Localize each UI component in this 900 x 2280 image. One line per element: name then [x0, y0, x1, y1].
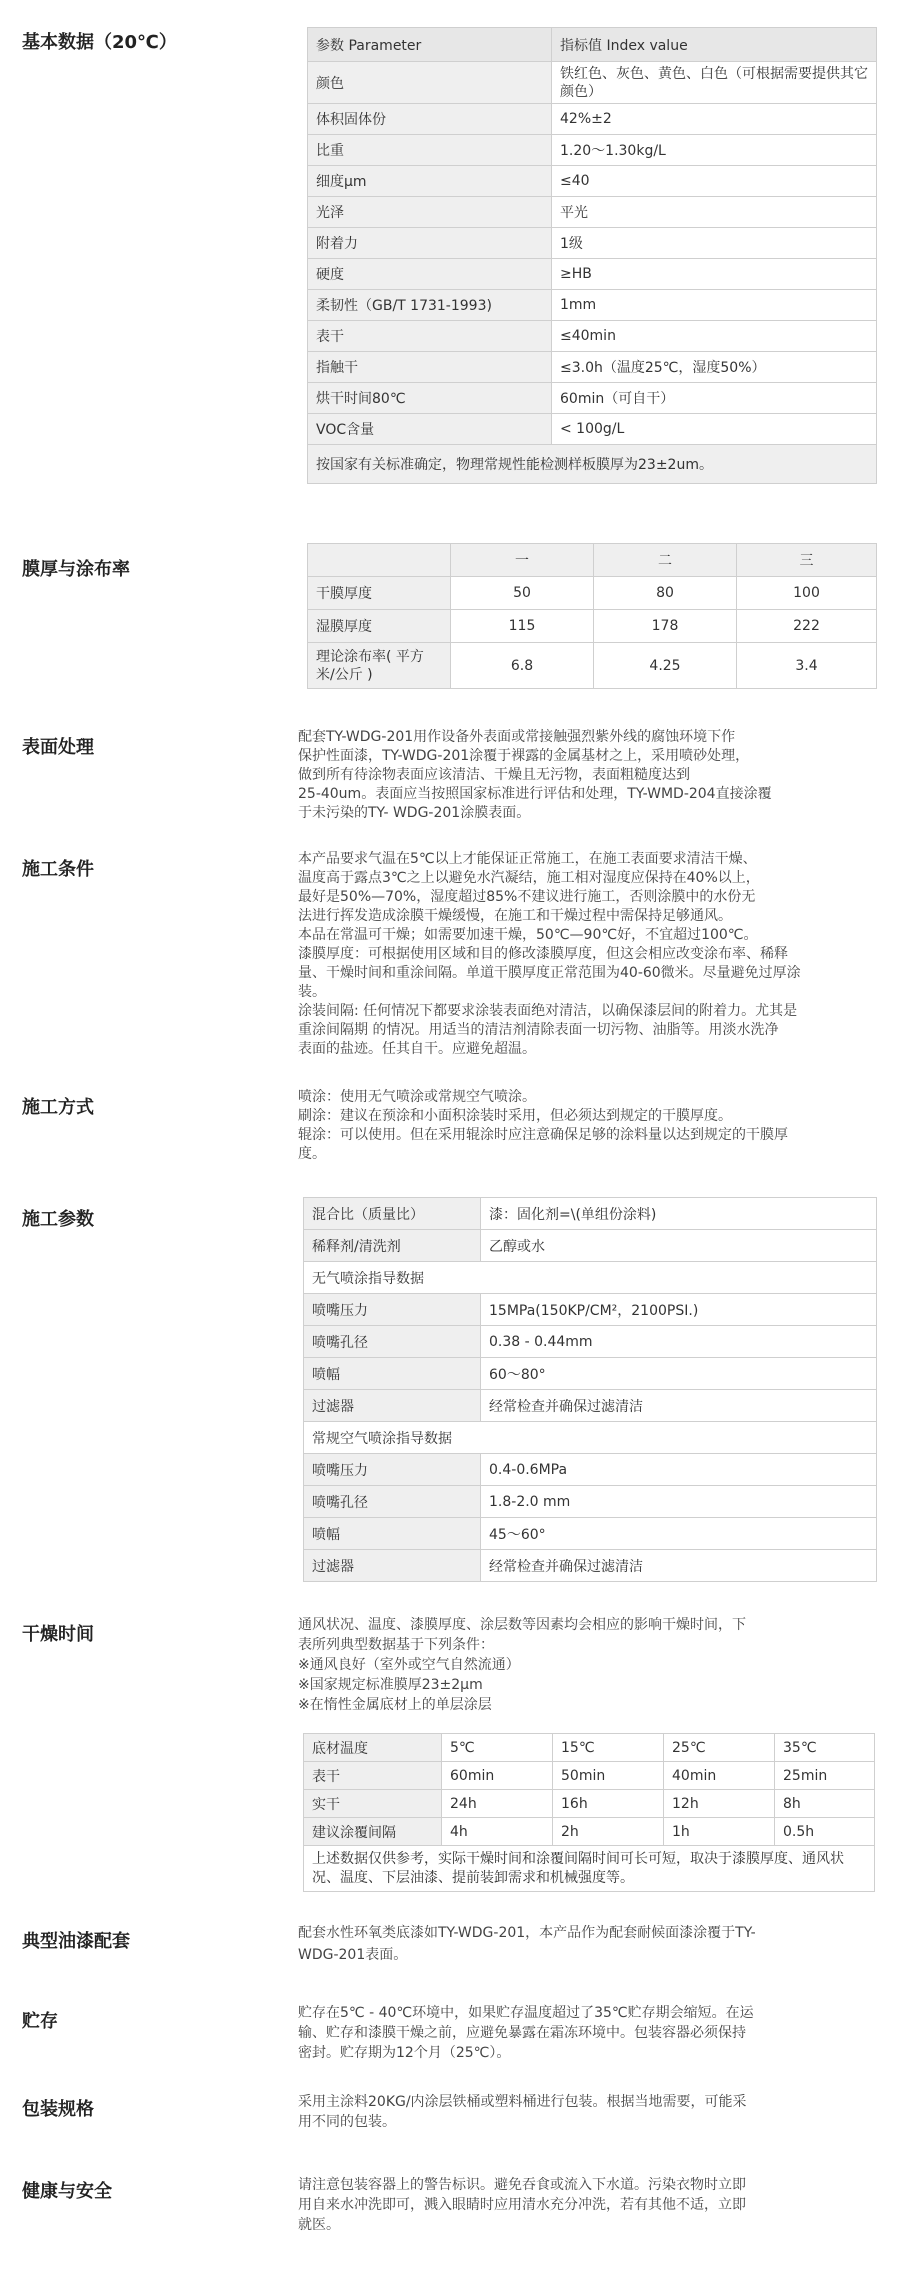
table-header-cell: 二	[594, 544, 737, 577]
text-line: 做到所有待涂物表面应该清洁、干燥且无污物，表面粗糙度达到	[298, 767, 690, 783]
drying-time-intro	[298, 1615, 878, 1715]
table-header-cell: 35℃	[775, 1734, 875, 1762]
packaging-text	[298, 2092, 878, 2132]
table-value-cell: 100	[737, 577, 877, 610]
table-value-cell: 25min	[775, 1762, 875, 1790]
section-heading-drying-time: 干燥时间	[22, 1624, 94, 1645]
surface-treatment-text	[298, 728, 878, 823]
text-line: 保护性面漆，TY-WDG-201涂覆于裸露的金属基材之上，采用喷砂处理，	[298, 748, 750, 764]
section-heading-film-thickness: 膜厚与涂布率	[22, 559, 130, 580]
text-line: 于未污染的TY- WDG-201涂膜表面。	[298, 805, 531, 821]
section-heading-surface-treatment: 表面处理	[22, 737, 94, 758]
text-line: 25-40um。表面应当按照国家标准进行评估和处理，TY-WMD-204直接涂覆	[298, 786, 772, 802]
table-value-cell: 经常检查并确保过滤清洁	[481, 1390, 877, 1422]
table-value-cell: 178	[594, 610, 737, 643]
text-line: 就医。	[298, 2217, 340, 2233]
table-label-cell: 颜色	[308, 62, 552, 104]
text-line: 用不同的包装。	[298, 2114, 396, 2130]
table-value-cell: 0.5h	[775, 1818, 875, 1846]
table-value-cell: 铁红色、灰色、黄色、白色（可根据需要提供其它颜色）	[552, 62, 877, 104]
table-value-cell: 0.4-0.6MPa	[481, 1454, 877, 1486]
table-header-cell: 参数 Parameter	[308, 28, 552, 62]
table-value-cell: ≤40	[552, 166, 877, 197]
section-heading-storage: 贮存	[22, 2011, 58, 2032]
table-value-cell: ≤40min	[552, 321, 877, 352]
table-label-cell: 喷嘴压力	[304, 1454, 481, 1486]
table-value-cell: 115	[451, 610, 594, 643]
text-line: 最好是50%—70%，湿度超过85%不建议进行施工，否则涂膜中的水份无	[298, 889, 756, 905]
text-line: 表面的盐迹。任其自干。应避免超温。	[298, 1041, 536, 1057]
table-value-cell: 16h	[553, 1790, 664, 1818]
text-line: 贮存在5℃ - 40℃环境中，如果贮存温度超过了35℃贮存期会缩短。在运	[298, 2005, 754, 2021]
section-heading-application-parameters: 施工参数	[22, 1209, 94, 1230]
table-value-cell: 经常检查并确保过滤清洁	[481, 1550, 877, 1582]
section-heading-basic-data: 基本数据（20℃）	[22, 32, 177, 53]
text-line: 涂装间隔: 任何情况下都要求涂装表面绝对清洁，以确保漆层间的附着力。尤其是	[298, 1003, 798, 1019]
table-label-cell: 柔韧性（GB/T 1731-1993)	[308, 290, 552, 321]
text-line: 本品在常温可干燥；如需要加速干燥，50℃—90℃好，不宜超过100℃。	[298, 927, 758, 943]
text-line: 用自来水冲洗即可，溅入眼睛时应用清水充分冲洗，若有其他不适，立即	[298, 2197, 746, 2213]
table-value-cell: 1.20～1.30kg/L	[552, 135, 877, 166]
text-line: 请注意包装容器上的警告标识。避免吞食或流入下水道。污染衣物时立即	[298, 2177, 746, 2193]
text-line: 温度高于露点3℃之上以避免水汽凝结，施工相对湿度应保持在40%以上，	[298, 870, 760, 886]
table-header-cell: 一	[451, 544, 594, 577]
table-value-cell: 1.8-2.0 mm	[481, 1486, 877, 1518]
text-line: 表所列典型数据基于下列条件：	[298, 1637, 494, 1653]
application-parameters-table	[303, 1197, 877, 1582]
text-line: 法进行挥发造成涂膜干燥缓慢，在施工和干燥过程中需保持足够通风。	[298, 908, 732, 924]
text-line: 重涂间隔期 的情况。用适当的清洁剂清除表面一切污物、油脂等。用淡水洗净	[298, 1022, 779, 1038]
table-header-cell: 指标值 Index value	[552, 28, 877, 62]
table-value-cell: 乙醇或水	[481, 1230, 877, 1262]
table-label-cell: VOC含量	[308, 414, 552, 445]
table-label-cell: 稀释剂/清洗剂	[304, 1230, 481, 1262]
table-label-cell: 硬度	[308, 259, 552, 290]
text-line: 配套TY-WDG-201用作设备外表面或常接触强烈紫外线的腐蚀环境下作	[298, 729, 736, 745]
table-label-cell: 喷幅	[304, 1518, 481, 1550]
text-line: 度。	[298, 1146, 326, 1162]
table-header-cell: 15℃	[553, 1734, 664, 1762]
table-value-cell: 6.8	[451, 643, 594, 689]
table-value-cell: 42%±2	[552, 104, 877, 135]
table-label-cell: 细度μm	[308, 166, 552, 197]
table-value-cell: 1级	[552, 228, 877, 259]
table-label-cell: 过滤器	[304, 1550, 481, 1582]
paint-system-text	[298, 1922, 878, 1966]
table-label-cell: 实干	[304, 1790, 442, 1818]
table-value-cell: 50	[451, 577, 594, 610]
table-group-title: 常规空气喷涂指导数据	[304, 1422, 877, 1454]
text-line: 辊涂：可以使用。但在采用辊涂时应注意确保足够的涂料量以达到规定的干膜厚	[298, 1127, 788, 1143]
table-value-cell: 漆：固化剂=\(单组份涂料)	[481, 1198, 877, 1230]
table-value-cell: 80	[594, 577, 737, 610]
table-label-cell: 喷嘴孔径	[304, 1486, 481, 1518]
text-line: ※国家规定标准膜厚23±2μm	[298, 1677, 483, 1693]
text-line: 本产品要求气温在5℃以上才能保证正常施工，在施工表面要求清洁干燥、	[298, 851, 757, 867]
text-line: 装。	[298, 984, 326, 1000]
table-label-cell: 混合比（质量比）	[304, 1198, 481, 1230]
table-label-cell: 理论涂布率( 平方米/公斤 )	[308, 643, 451, 689]
table-value-cell: 3.4	[737, 643, 877, 689]
text-line: 通风状况、温度、漆膜厚度、涂层数等因素均会相应的影响干燥时间，下	[298, 1617, 746, 1633]
table-value-cell: 15MPa(150KP/CM²，2100PSI.)	[481, 1294, 877, 1326]
table-label-cell: 湿膜厚度	[308, 610, 451, 643]
table-label-cell: 比重	[308, 135, 552, 166]
table-value-cell: 60min（可自干）	[552, 383, 877, 414]
table-value-cell: 1h	[664, 1818, 775, 1846]
table-label-cell: 体积固体份	[308, 104, 552, 135]
table-group-title: 无气喷涂指导数据	[304, 1262, 877, 1294]
table-label-cell: 喷嘴压力	[304, 1294, 481, 1326]
table-value-cell: 4.25	[594, 643, 737, 689]
text-line: 密封。贮存期为12个月（25℃）。	[298, 2045, 511, 2061]
film-thickness-table	[307, 543, 877, 689]
text-line: 刷涂：建议在预涂和小面积涂装时采用，但必须达到规定的干膜厚度。	[298, 1108, 732, 1124]
table-header-cell: 25℃	[664, 1734, 775, 1762]
table-value-cell: 40min	[664, 1762, 775, 1790]
table-header-cell	[308, 544, 451, 577]
table-value-cell: 60～80°	[481, 1358, 877, 1390]
table-value-cell: < 100g/L	[552, 414, 877, 445]
table-label-cell: 指触干	[308, 352, 552, 383]
text-line: 漆膜厚度：可根据使用区域和目的修改漆膜厚度，但这会相应改变涂布率、稀释	[298, 946, 788, 962]
text-line: ※通风良好（室外或空气自然流通）	[298, 1657, 520, 1673]
drying-time-table	[303, 1733, 875, 1892]
application-method-text	[298, 1088, 878, 1164]
table-value-cell: ≤3.0h（温度25℃，湿度50%）	[552, 352, 877, 383]
health-safety-text	[298, 2175, 878, 2235]
text-line: 配套水性环氧类底漆如TY-WDG-201，本产品作为配套耐候面漆涂覆于TY-	[298, 1925, 756, 1941]
text-line: 喷涂：使用无气喷涂或常规空气喷涂。	[298, 1089, 536, 1105]
text-line: 采用主涂料20KG/内涂层铁桶或塑料桶进行包装。根据当地需要，可能采	[298, 2094, 747, 2110]
text-line: 输、贮存和漆膜干燥之前，应避免暴露在霜冻环境中。包装容器必须保持	[298, 2025, 746, 2041]
table-value-cell: 1mm	[552, 290, 877, 321]
section-heading-application-conditions: 施工条件	[22, 859, 94, 880]
drying-time-note: 上述数据仅供参考，实际干燥时间和涂覆间隔时间可长可短，取决于漆膜厚度、通风状况、温度、下层油漆、提前装卸需求和机械强度等。	[304, 1846, 875, 1892]
table-value-cell: 12h	[664, 1790, 775, 1818]
table-header-cell: 底材温度	[304, 1734, 442, 1762]
table-value-cell: 2h	[553, 1818, 664, 1846]
basic-data-table	[307, 27, 877, 484]
table-value-cell: ≥HB	[552, 259, 877, 290]
table-value-cell: 24h	[442, 1790, 553, 1818]
storage-text	[298, 2003, 878, 2063]
section-heading-paint-system: 典型油漆配套	[22, 1931, 130, 1952]
table-label-cell: 喷幅	[304, 1358, 481, 1390]
text-line: WDG-201表面。	[298, 1947, 408, 1963]
table-value-cell: 60min	[442, 1762, 553, 1790]
table-label-cell: 表干	[304, 1762, 442, 1790]
table-value-cell: 0.38 - 0.44mm	[481, 1326, 877, 1358]
table-label-cell: 过滤器	[304, 1390, 481, 1422]
table-label-cell: 建议涂覆间隔	[304, 1818, 442, 1846]
table-value-cell: 222	[737, 610, 877, 643]
table-value-cell: 45～60°	[481, 1518, 877, 1550]
table-label-cell: 表干	[308, 321, 552, 352]
table-label-cell: 附着力	[308, 228, 552, 259]
table-value-cell: 4h	[442, 1818, 553, 1846]
table-header-cell: 三	[737, 544, 877, 577]
application-conditions-text	[298, 850, 878, 1059]
text-line: ※在惰性金属底材上的单层涂层	[298, 1697, 492, 1713]
table-label-cell: 喷嘴孔径	[304, 1326, 481, 1358]
section-heading-health-safety: 健康与安全	[22, 2181, 112, 2202]
section-heading-packaging: 包装规格	[22, 2099, 94, 2120]
table-label-cell: 烘干时间80℃	[308, 383, 552, 414]
table-label-cell: 光泽	[308, 197, 552, 228]
section-heading-application-method: 施工方式	[22, 1097, 94, 1118]
table-label-cell: 干膜厚度	[308, 577, 451, 610]
table-value-cell: 8h	[775, 1790, 875, 1818]
table-value-cell: 平光	[552, 197, 877, 228]
table-value-cell: 50min	[553, 1762, 664, 1790]
text-line: 量、干燥时间和重涂间隔。单道干膜厚度正常范围为40-60微米。尽量避免过厚涂	[298, 965, 801, 981]
basic-data-note: 按国家有关标准确定，物理常规性能检测样板膜厚为23±2um。	[308, 445, 877, 484]
table-header-cell: 5℃	[442, 1734, 553, 1762]
